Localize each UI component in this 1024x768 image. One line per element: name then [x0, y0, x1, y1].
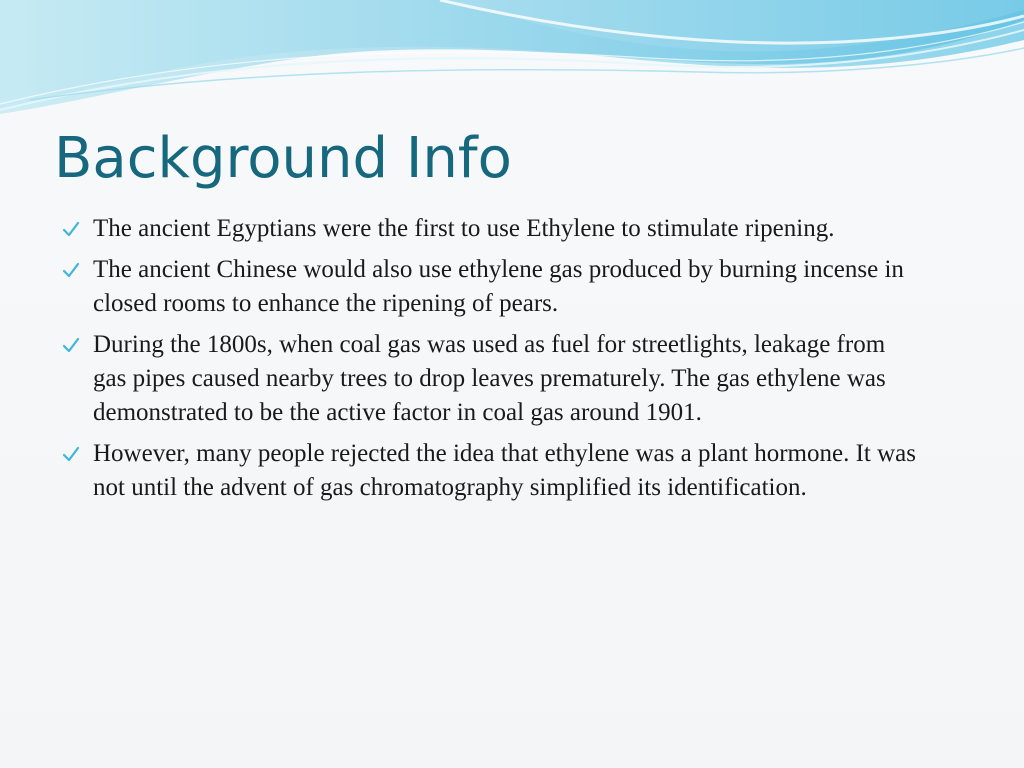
- bullet-text: The ancient Chinese would also use ethylene gas produced by burning incense in closed rooms to enhance the ripening of pears.: [93, 256, 904, 317]
- checkmark-icon: [62, 261, 80, 279]
- bullet-item: [60, 437, 920, 505]
- header-wave-decoration: [0, 0, 1024, 130]
- bullet-item: [60, 212, 920, 246]
- bullet-text: However, many people rejected the idea that ethylene was a plant hormone. It was not until the advent of gas chromatography simplified its identification.: [93, 440, 916, 501]
- slide-title: Background Info: [54, 126, 512, 191]
- checkmark-icon: [62, 445, 80, 463]
- checkmark-icon: [62, 336, 80, 354]
- checkmark-icon: [62, 220, 80, 238]
- bullet-text: The ancient Egyptians were the first to use Ethylene to stimulate ripening.: [93, 215, 835, 242]
- bullet-text: During the 1800s, when coal gas was used as fuel for streetlights, leakage from gas pipes caused nearby trees to drop leaves prematurely. The gas ethylene was demonstrated to be the active factor in coal gas around 1901.: [93, 331, 886, 426]
- bullet-list: [60, 212, 920, 512]
- bullet-item: [60, 253, 920, 321]
- bullet-item: [60, 328, 920, 430]
